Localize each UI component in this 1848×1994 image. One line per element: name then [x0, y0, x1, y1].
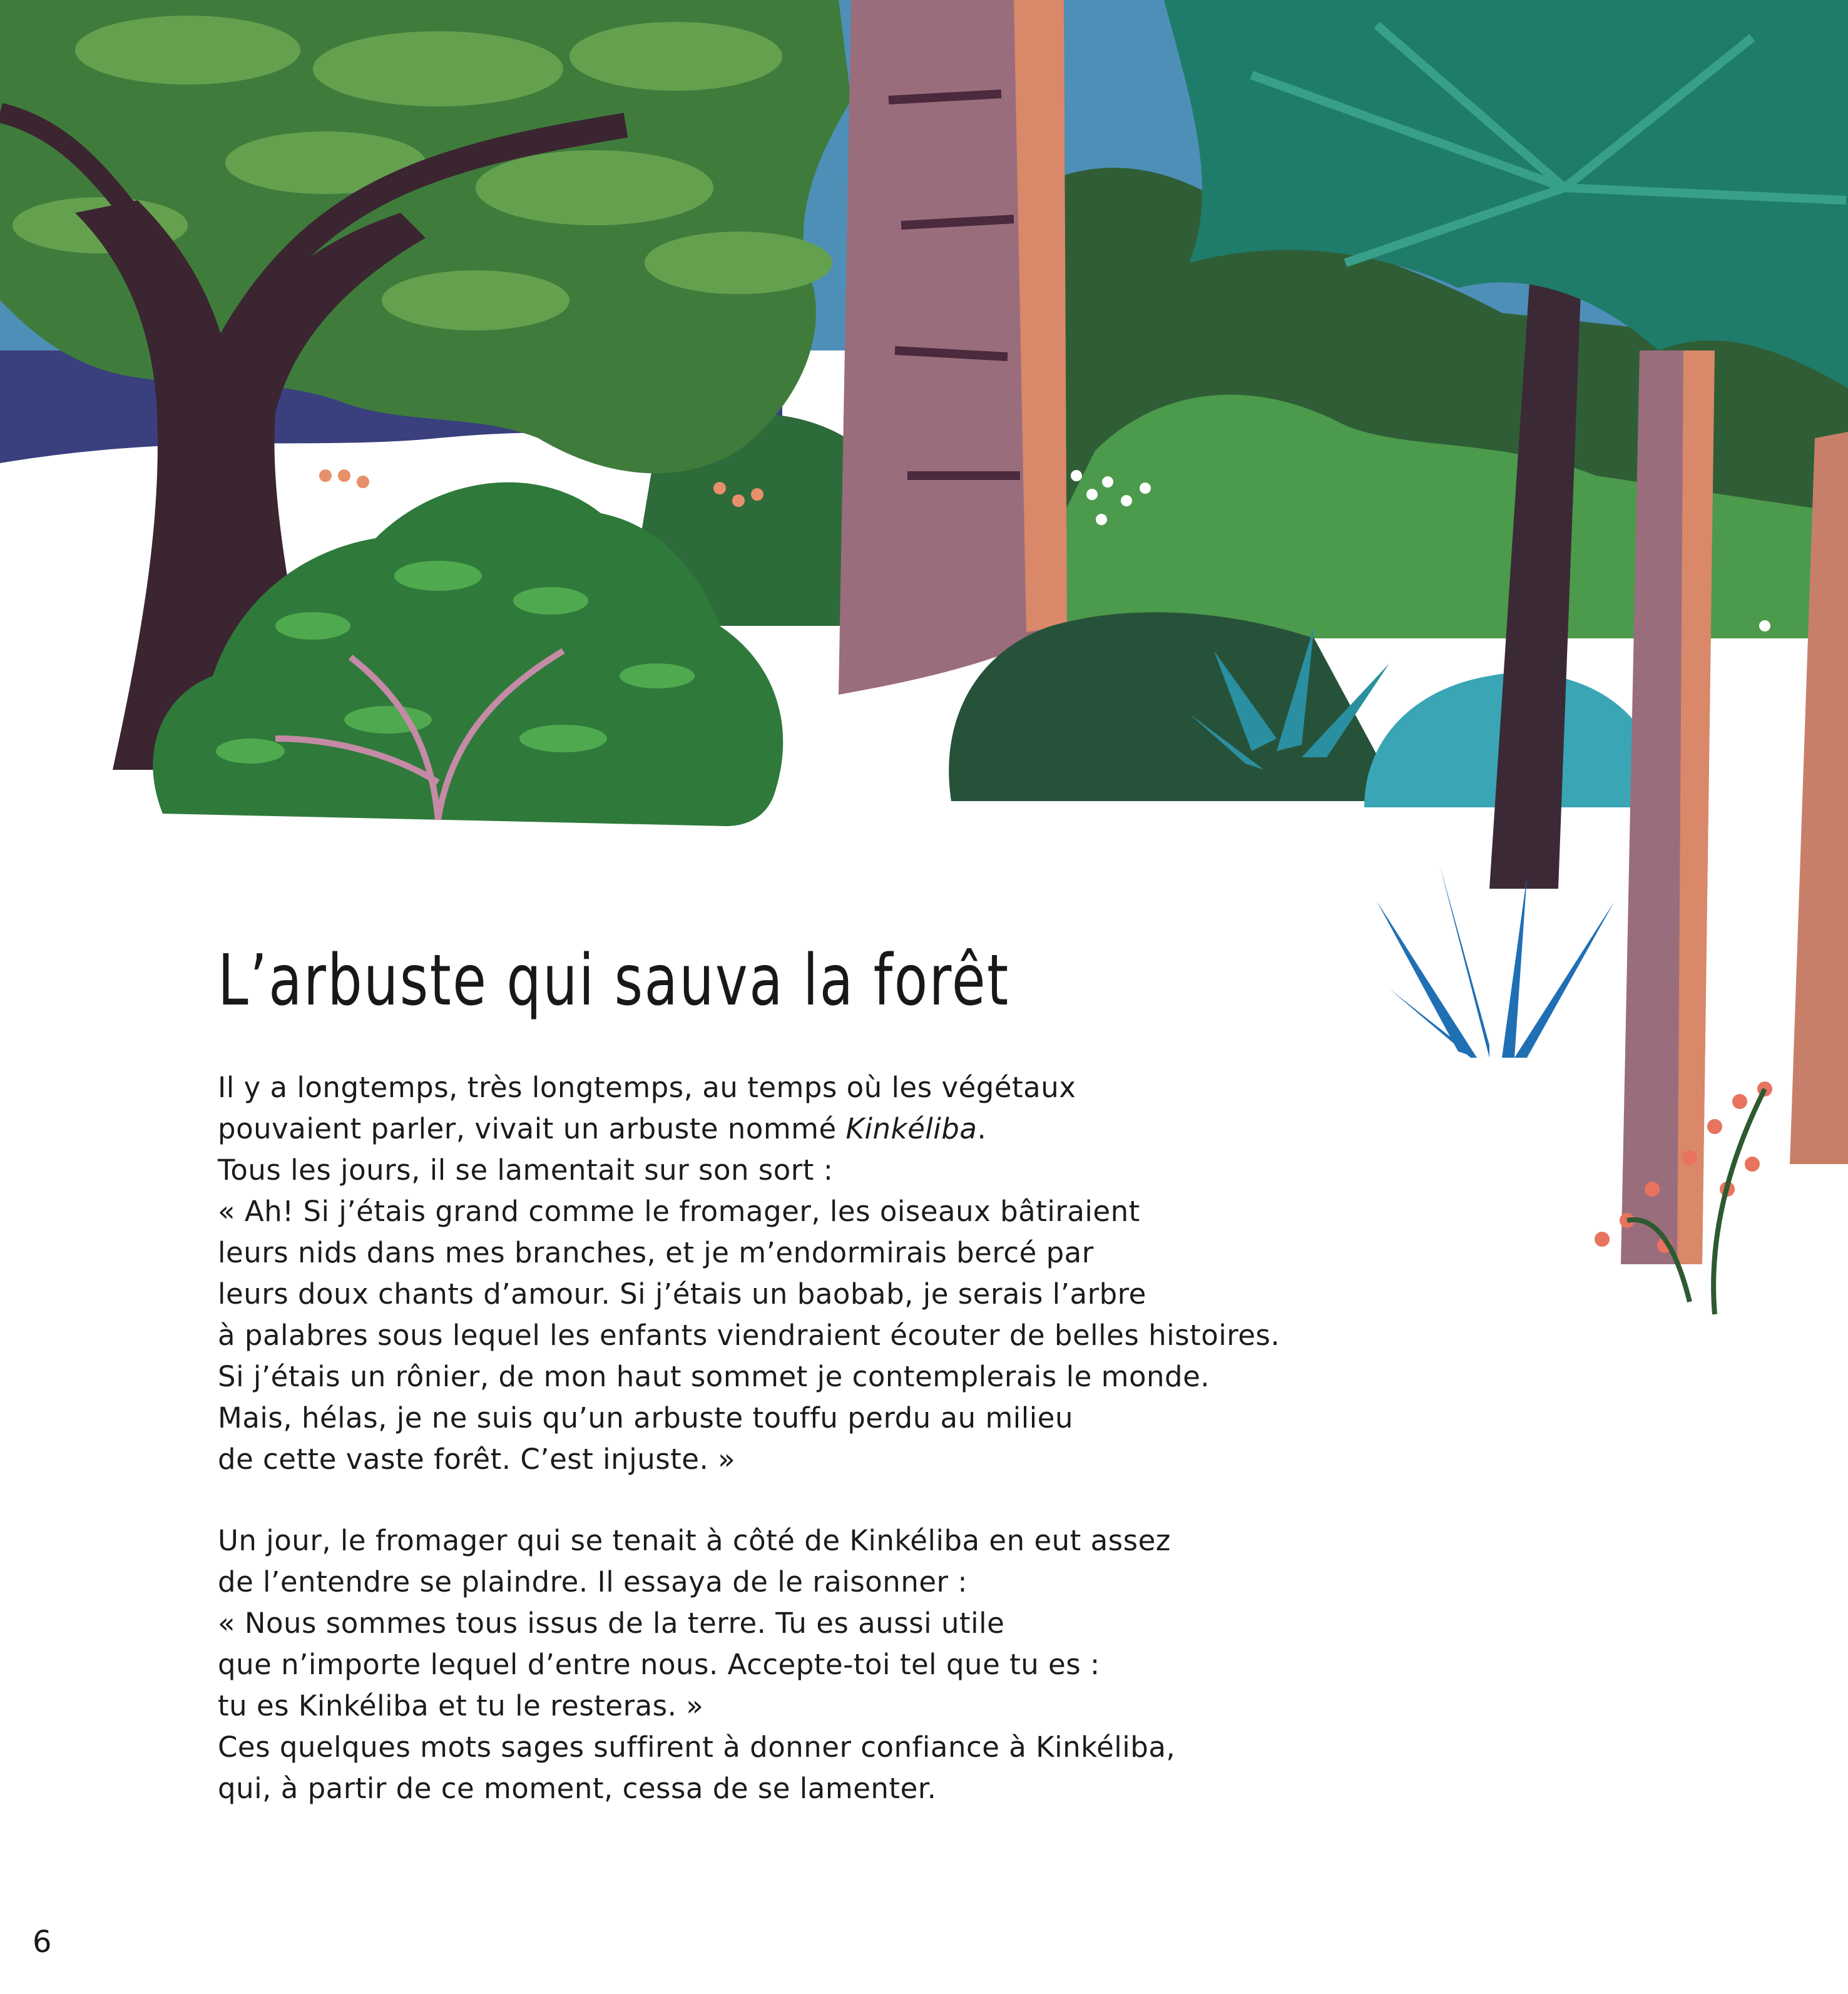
- text-line: leurs doux chants d’amour. Si j’étais un baobab, je serais l’arbre: [218, 1277, 1146, 1311]
- text-line: Un jour, le fromager qui se tenait à côté de Kinkéliba en eut assez: [218, 1524, 1171, 1557]
- text-line: qui, à partir de ce moment, cessa de se lamenter.: [218, 1772, 937, 1805]
- text-line: que n’importe lequel d’entre nous. Accepte-toi tel que tu es :: [218, 1648, 1100, 1681]
- text-line: tu es Kinkéliba et tu le resteras. »: [218, 1689, 704, 1722]
- blue-plant: [1377, 864, 1615, 1058]
- text-line: Il y a longtemps, très longtemps, au temps où les végétaux: [218, 1071, 1076, 1104]
- text-line: Mais, hélas, je ne suis qu’un arbuste touffu perdu au milieu: [218, 1401, 1073, 1434]
- text-line: leurs nids dans mes branches, et je m’endormirais bercé par: [218, 1236, 1094, 1269]
- story-title: L’arbuste qui sauva la forêt: [218, 940, 1010, 1021]
- text-line: « Nous sommes tous issus de la terre. Tu es aussi utile: [218, 1607, 1005, 1640]
- text-line: pouvaient parler, vivait un arbuste nommé Kinkéliba.: [218, 1112, 987, 1145]
- text-line: de cette vaste forêt. C’est injuste. »: [218, 1443, 736, 1476]
- text-line: Tous les jours, il se lamentait sur son sort :: [218, 1153, 834, 1187]
- text-line: « Ah! Si j’étais grand comme le fromager, les oiseaux bâtiraient: [218, 1195, 1140, 1228]
- page-number: 6: [33, 1925, 52, 1960]
- text-line: Si j’étais un rônier, de mon haut sommet je contemplerais le monde.: [218, 1360, 1210, 1393]
- story-text: [218, 1067, 1407, 1849]
- character-name-italic: Kinkéliba: [845, 1112, 978, 1145]
- story-paragraph: [218, 1067, 1407, 1480]
- text-line: à palabres sous lequel les enfants viendraient écouter de belles histoires.: [218, 1319, 1280, 1352]
- text-line: Ces quelques mots sages suffirent à donner confiance à Kinkéliba,: [218, 1731, 1176, 1764]
- story-paragraph: [218, 1520, 1407, 1809]
- text-line: de l’entendre se plaindre. Il essaya de le raisonner :: [218, 1565, 967, 1598]
